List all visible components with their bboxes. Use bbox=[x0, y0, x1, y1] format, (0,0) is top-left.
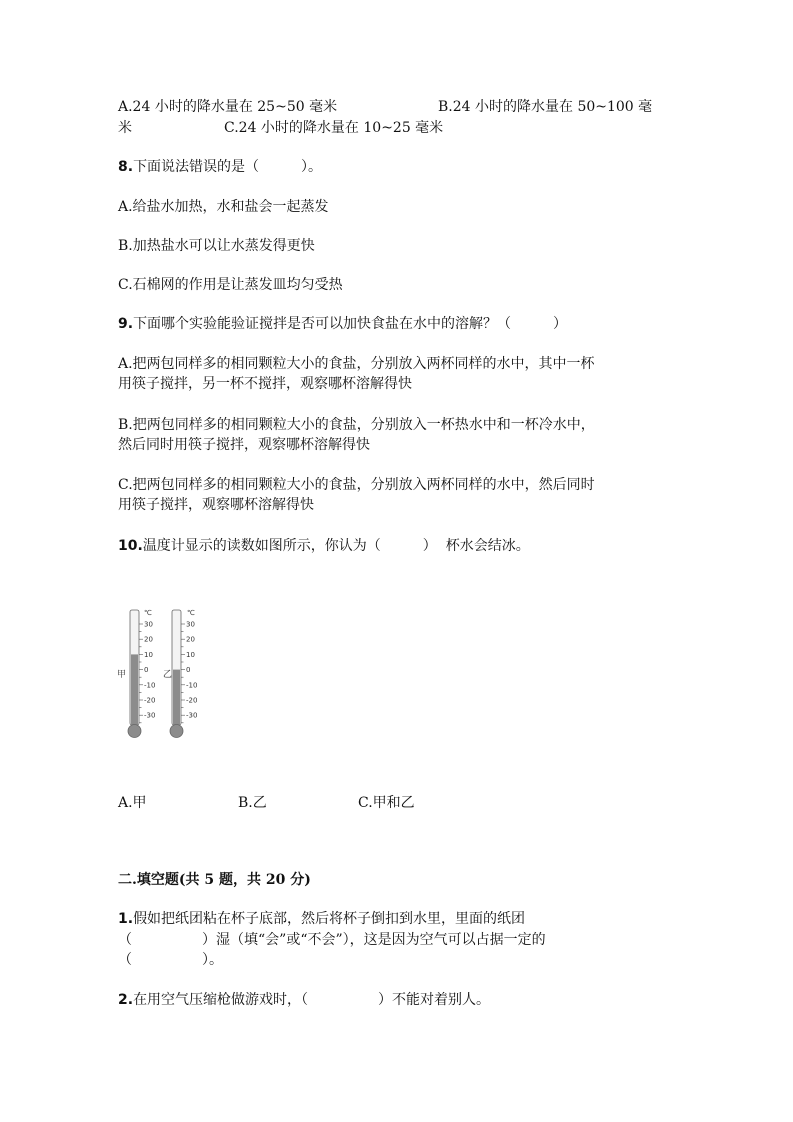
thermometer-jia-tick-label: -20 bbox=[144, 696, 156, 705]
thermometer-jia-tick-label: 10 bbox=[144, 650, 153, 659]
thermometer-yi-tick-label: 0 bbox=[186, 666, 191, 675]
q8-stem: 8.下面说法错误的是（ ）。 bbox=[118, 159, 323, 175]
thermometer-yi-figure bbox=[160, 607, 210, 742]
q9-option-c-line2: 用筷子搅拌，观察哪杯溶解得快 bbox=[118, 497, 314, 513]
q10-option-b: B.乙 bbox=[238, 795, 267, 811]
thermometer-jia-figure bbox=[114, 607, 164, 742]
q10-option-a: A.甲 bbox=[118, 795, 147, 811]
f1-line2: （ ）湿（填“会”或“不会”），这是因为空气可以占据一定的 bbox=[118, 932, 546, 948]
thermometer-yi-label: 乙 bbox=[163, 670, 173, 680]
thermometer-jia-bulb bbox=[128, 725, 141, 738]
thermometer-yi-tick-label: 20 bbox=[186, 635, 195, 644]
section2-title: 二.填空题(共 5 题，共 20 分) bbox=[118, 872, 311, 888]
thermometer-yi-tick-label: 10 bbox=[186, 650, 195, 659]
q9-option-a-line2: 用筷子搅拌，另一杯不搅拌，观察哪杯溶解得快 bbox=[118, 376, 412, 392]
thermometer-jia-tick-label: 0 bbox=[144, 666, 149, 675]
thermometer-jia-tick-label: 30 bbox=[144, 620, 153, 629]
thermometer-yi-liquid bbox=[173, 670, 180, 727]
q7-option-c: C.24 小时的降水量在 10~25 毫米 bbox=[224, 120, 444, 136]
q9-option-c-line1: C.把两包同样多的相同颗粒大小的食盐，分别放入两杯同样的水中，然后同时 bbox=[118, 477, 595, 493]
q8-option-c: C.石棉网的作用是让蒸发皿均匀受热 bbox=[118, 277, 343, 293]
thermometer-jia-label: 甲 bbox=[117, 670, 127, 680]
thermometer-jia-tick-label: -10 bbox=[144, 681, 156, 690]
thermometer-yi-tick-label: -10 bbox=[186, 681, 198, 690]
q7-option-a: A.24 小时的降水量在 25~50 毫米 bbox=[118, 99, 338, 115]
f1-line1: 1.假如把纸团粘在杯子底部，然后将杯子倒扣到水里，里面的纸团 bbox=[118, 911, 526, 927]
q10-stem: 10.温度计显示的读数如图所示，你认为（ ） 杯水会结冰。 bbox=[118, 538, 530, 554]
q7-option-b: B.24 小时的降水量在 50~100 毫 bbox=[438, 99, 653, 115]
q8-option-b: B.加热盐水可以让水蒸发得更快 bbox=[118, 238, 315, 254]
thermometer-jia-liquid bbox=[131, 654, 138, 727]
thermometer-yi-tick-label: -30 bbox=[186, 711, 198, 720]
thermometer-yi-unit: ℃ bbox=[187, 609, 195, 617]
q9-option-b-line2: 然后同时用筷子搅拌，观察哪杯溶解得快 bbox=[118, 437, 370, 453]
thermometer-jia-tick-label: -30 bbox=[144, 711, 156, 720]
q9-option-a-line1: A.把两包同样多的相同颗粒大小的食盐，分别放入两杯同样的水中，其中一杯 bbox=[118, 356, 595, 372]
thermometer-yi-bulb bbox=[170, 725, 183, 738]
thermometer-yi-tick-label: -20 bbox=[186, 696, 198, 705]
thermometer-jia bbox=[114, 607, 164, 742]
q9-stem: 9.下面哪个实验能验证搅拌是否可以加快食盐在水中的溶解？（ ） bbox=[118, 316, 568, 332]
q7-option-b-cont: 米 bbox=[118, 120, 132, 136]
f1-line3: （ ）。 bbox=[118, 952, 223, 968]
thermometer-yi-tick-label: 30 bbox=[186, 620, 195, 629]
q8-option-a: A.给盐水加热，水和盐会一起蒸发 bbox=[118, 199, 329, 215]
thermometer-jia-unit: ℃ bbox=[144, 609, 152, 617]
q10-option-c: C.甲和乙 bbox=[358, 795, 415, 811]
thermometer-yi bbox=[160, 607, 210, 742]
thermometer-jia-tick-label: 20 bbox=[144, 635, 153, 644]
f2-stem: 2.在用空气压缩枪做游戏时，（ ）不能对着别人。 bbox=[118, 992, 491, 1008]
q9-option-b-line1: B.把两包同样多的相同颗粒大小的食盐，分别放入一杯热水中和一杯冷水中， bbox=[118, 417, 595, 433]
